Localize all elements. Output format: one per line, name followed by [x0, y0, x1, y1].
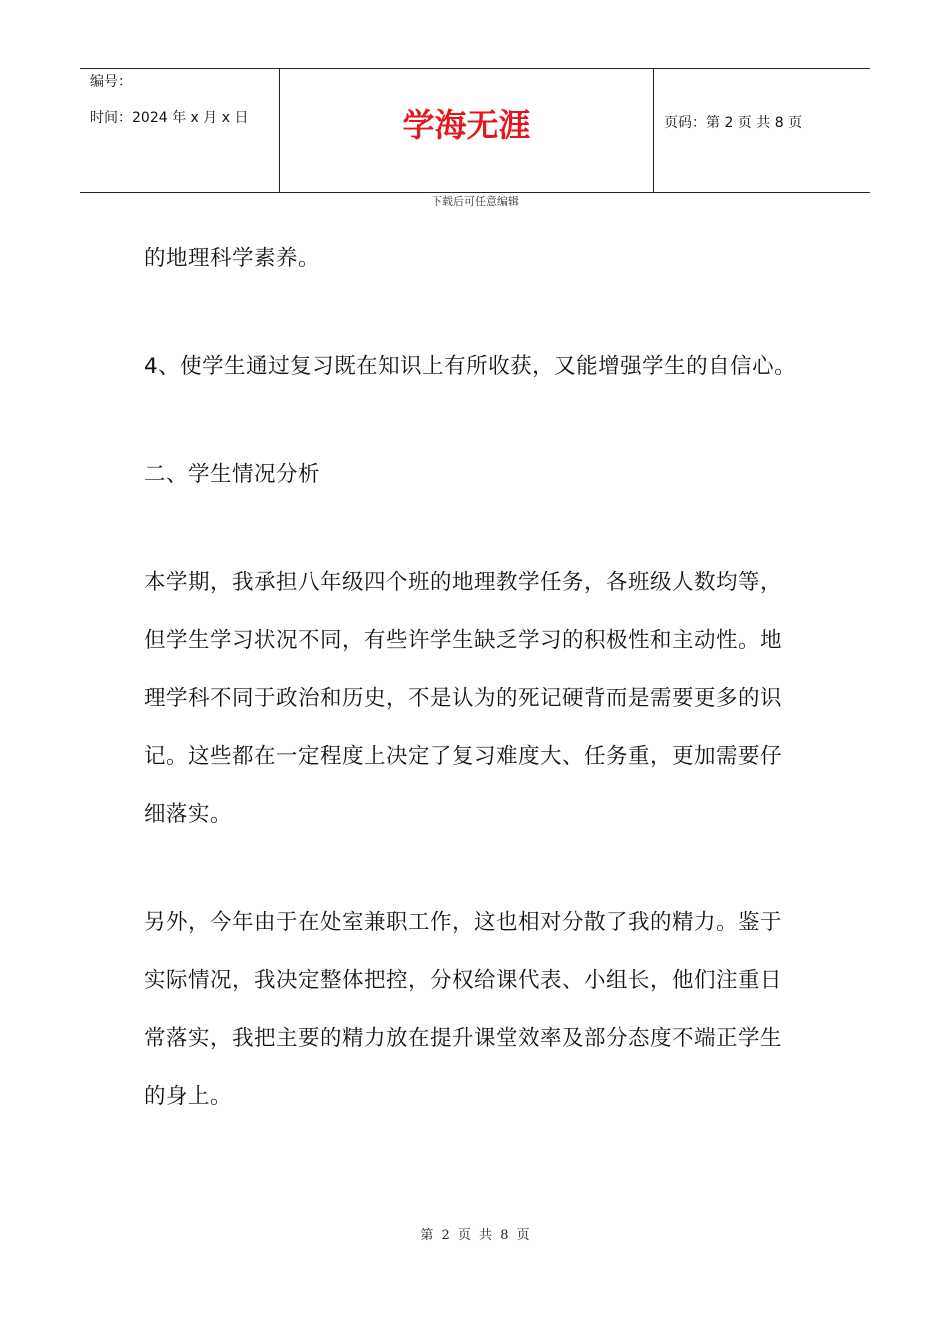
paragraph-line: 另外，今年由于在处室兼职工作，这也相对分散了我的精力。鉴于: [144, 910, 783, 935]
header-middle-cell: [280, 69, 654, 192]
paragraph-line: 但学生学习状况不同，有些许学生缺乏学习的积极性和主动性。地: [144, 628, 783, 653]
paragraph-line: 细落实。: [144, 802, 233, 827]
edit-note: 下载后可任意编辑: [431, 195, 519, 208]
paragraph-line: 实际情况，我决定整体把控，分权给课代表、小组长，他们注重日: [144, 968, 783, 993]
paragraph-line: 本学期，我承担八年级四个班的地理教学任务，各班级人数均等，: [144, 570, 783, 595]
header-left-cell: [80, 69, 280, 192]
document-date-label: 时间：2024 年 x 月 x 日: [90, 110, 249, 126]
paragraph-line: 的地理科学素养。: [144, 246, 321, 271]
brand-title: 学海无涯: [402, 106, 531, 144]
document-number-label: 编号：: [90, 74, 132, 90]
paragraph-2: [144, 338, 806, 396]
section-heading-text: 二、学生情况分析: [144, 462, 321, 487]
header-right-cell: [654, 69, 870, 192]
page-number-label: 页码：第 2 页 共 8 页: [664, 115, 803, 131]
paragraph-line: 记。这些都在一定程度上决定了复习难度大、任务重，更加需要仔: [144, 744, 783, 769]
paragraph-1: [144, 230, 806, 288]
paragraph-4: [144, 894, 806, 1126]
section-heading: [144, 446, 806, 504]
document-body: [144, 230, 806, 1126]
page-footer: 第 2 页 共 8 页: [420, 1228, 530, 1243]
paragraph-line: 4、使学生通过复习既在知识上有所收获，又能增强学生的自信心。: [144, 354, 797, 379]
paragraph-line: 理学科不同于政治和历史，不是认为的死记硬背而是需要更多的识: [144, 686, 783, 711]
header-table: [80, 68, 870, 193]
paragraph-line: 的身上。: [144, 1084, 233, 1109]
paragraph-line: 常落实，我把主要的精力放在提升课堂效率及部分态度不端正学生: [144, 1026, 783, 1051]
paragraph-3: [144, 554, 806, 844]
